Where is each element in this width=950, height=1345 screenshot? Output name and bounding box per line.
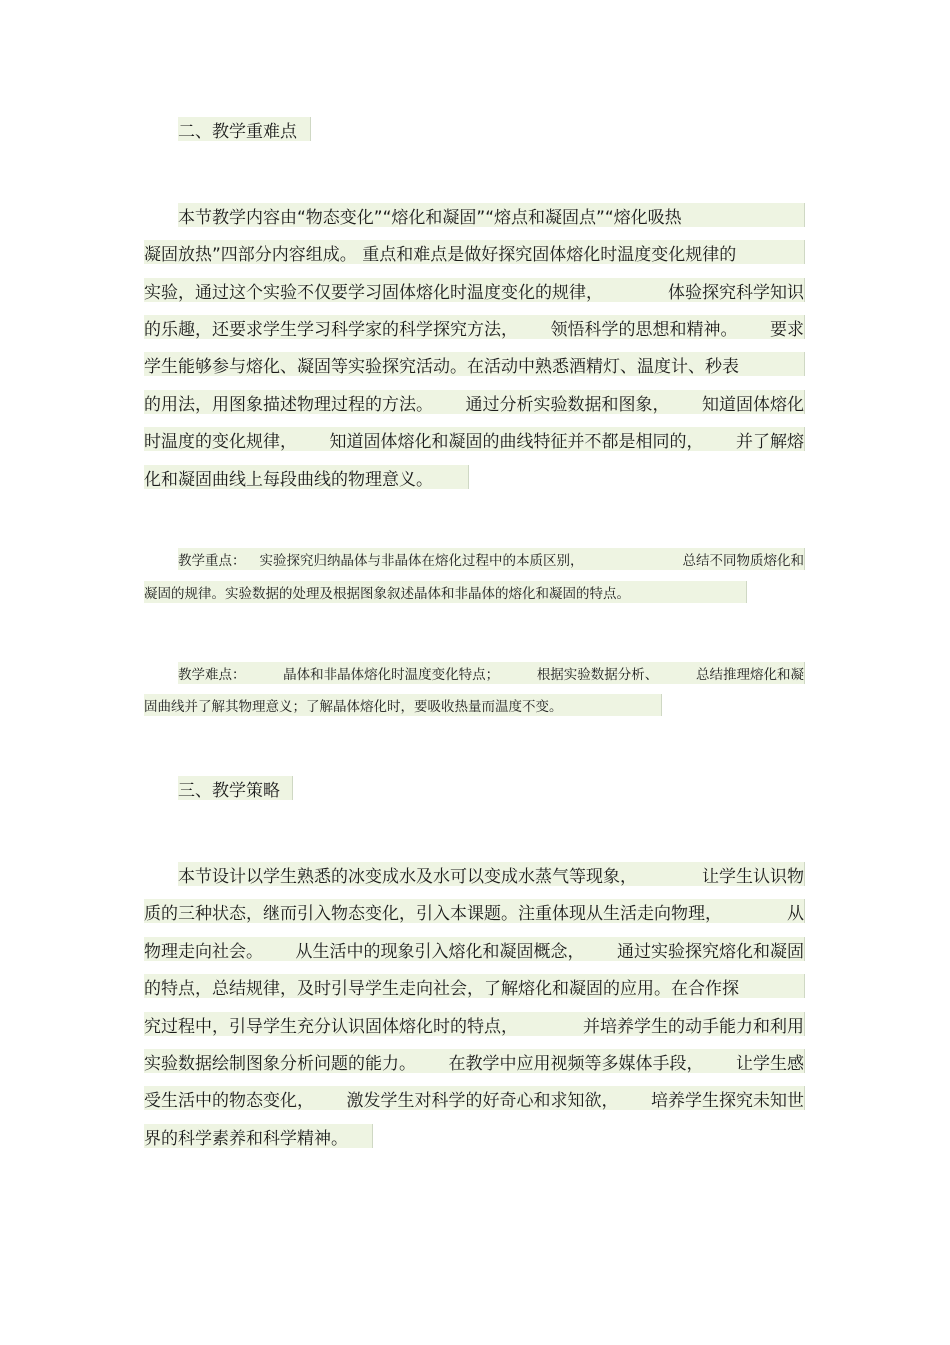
para2-line-8 bbox=[144, 1124, 373, 1148]
para1-line-3 bbox=[144, 278, 805, 302]
para1-line-4-seg-1: 的乐趣，还要求学生学习科学家的科学探究方法， bbox=[144, 319, 518, 339]
para1-line-3-seg-1: 实验，通过这个实验不仅要学习固体熔化时温度变化的规律， bbox=[144, 282, 603, 302]
para1-line-4-seg-2: 领悟科学的思想和精神。 bbox=[550, 319, 738, 339]
para1-line-6-seg-1: 的用法，用图象描述物理过程的方法。 bbox=[144, 394, 433, 414]
para2-line-8-text: 界的科学素养和科学精神。 bbox=[144, 1128, 348, 1148]
para2-line-2-seg-1: 质的三种状态，继而引入物态变化，引入本课题。注重体现从生活走向物理， bbox=[144, 903, 722, 923]
para2-line-1 bbox=[178, 862, 805, 886]
key-points-line-1 bbox=[178, 548, 805, 570]
para2-line-6-seg-2: 在教学中应用视频等多媒体手段， bbox=[448, 1053, 704, 1073]
para1-line-6-seg-2: 通过分析实验数据和图象， bbox=[465, 394, 670, 414]
para2-line-1-seg-2: 让学生认识物 bbox=[702, 866, 804, 886]
difficult-points-label: 教学难点： bbox=[178, 667, 246, 683]
para1-line-5 bbox=[144, 352, 805, 376]
para2-line-7-seg-2: 激发学生对科学的好奇心和求知欲， bbox=[346, 1090, 619, 1110]
para1-line-3-seg-2: 体验探究科学知识 bbox=[668, 282, 804, 302]
difficult-points-seg-2: 根据实验数据分析、 bbox=[536, 667, 659, 683]
para2-line-5-seg-2: 并培养学生的动手能力和利用 bbox=[583, 1016, 804, 1036]
para1-line-7-seg-3: 并了解熔 bbox=[736, 431, 804, 451]
key-points-seg-1: 实验探究归纳晶体与非晶体在熔化过程中的本质区别， bbox=[259, 553, 584, 569]
section-heading-3-text: 三、教学策略 bbox=[178, 780, 280, 800]
para1-line-8 bbox=[144, 465, 469, 489]
para2-line-3 bbox=[144, 937, 805, 961]
key-points-line-2 bbox=[144, 581, 747, 603]
para1-line-8-text: 化和凝固曲线上每段曲线的物理意义。 bbox=[144, 469, 433, 489]
para1-line-2 bbox=[144, 240, 805, 264]
para2-line-3-seg-2: 从生活中的现象引入熔化和凝固概念， bbox=[295, 941, 585, 961]
para2-line-6-seg-3: 让学生感 bbox=[736, 1053, 804, 1073]
difficult-points-seg-3: 总结推理熔化和凝 bbox=[695, 667, 804, 683]
para2-line-1-seg-1: 本节设计以学生熟悉的冰变成水及水可以变成水蒸气等现象， bbox=[178, 866, 637, 886]
difficult-points-line-1 bbox=[178, 662, 805, 684]
para2-line-2-seg-2: 从 bbox=[787, 903, 804, 923]
section-heading-2 bbox=[178, 117, 311, 141]
para2-line-2 bbox=[144, 899, 805, 923]
para1-line-7-seg-2: 知道固体熔化和凝固的曲线特征并不都是相同的， bbox=[329, 431, 704, 451]
para1-line-7 bbox=[144, 427, 805, 451]
para1-line-7-seg-1: 时温度的变化规律， bbox=[144, 431, 297, 451]
para1-line-2-text: 凝固放热”四部分内容组成。 重点和难点是做好探究固体熔化时温度变化规律的 bbox=[144, 244, 737, 264]
para1-line-6 bbox=[144, 390, 805, 414]
para1-line-5-text: 学生能够参与熔化、凝固等实验探究活动。在活动中熟悉酒精灯、温度计、秒表 bbox=[144, 356, 739, 376]
para2-line-7 bbox=[144, 1086, 805, 1110]
para1-line-1-text: 本节教学内容由“物态变化”“熔化和凝固”“熔点和凝固点”“熔化吸热 bbox=[178, 207, 682, 227]
difficult-points-line-2-text: 固曲线并了解其物理意义；了解晶体熔化时，要吸收热量而温度不变。 bbox=[144, 699, 563, 715]
para1-line-4 bbox=[144, 315, 805, 339]
para2-line-3-seg-1: 物理走向社会。 bbox=[144, 941, 263, 961]
key-points-label: 教学重点： bbox=[178, 553, 246, 569]
key-points-line-2-text: 凝固的规律。实验数据的处理及根据图象叙述晶体和非晶体的熔化和凝固的特点。 bbox=[144, 586, 630, 602]
para1-line-1 bbox=[178, 203, 805, 227]
key-points-seg-2: 总结不同物质熔化和 bbox=[682, 553, 804, 569]
section-heading-2-text: 二、教学重难点 bbox=[178, 121, 297, 141]
para2-line-5 bbox=[144, 1012, 805, 1036]
para2-line-6-seg-1: 实验数据绘制图象分析问题的能力。 bbox=[144, 1053, 416, 1073]
para2-line-6 bbox=[144, 1049, 805, 1073]
difficult-points-line-2 bbox=[144, 694, 662, 716]
para2-line-4 bbox=[144, 974, 805, 998]
para2-line-7-seg-1: 受生活中的物态变化， bbox=[144, 1090, 314, 1110]
para2-line-7-seg-3: 培养学生探究未知世 bbox=[651, 1090, 804, 1110]
difficult-points-seg-1: 晶体和非晶体熔化时温度变化特点； bbox=[283, 667, 500, 683]
para2-line-5-seg-1: 究过程中，引导学生充分认识固体熔化时的特点， bbox=[144, 1016, 518, 1036]
para1-line-4-seg-3: 要求 bbox=[770, 319, 804, 339]
para1-line-6-seg-3: 知道固体熔化 bbox=[702, 394, 804, 414]
para2-line-4-text: 的特点，总结规律，及时引导学生走向社会，了解熔化和凝固的应用。在合作探 bbox=[144, 978, 739, 998]
section-heading-3 bbox=[178, 776, 293, 800]
para2-line-3-seg-3: 通过实验探究熔化和凝固 bbox=[617, 941, 804, 961]
